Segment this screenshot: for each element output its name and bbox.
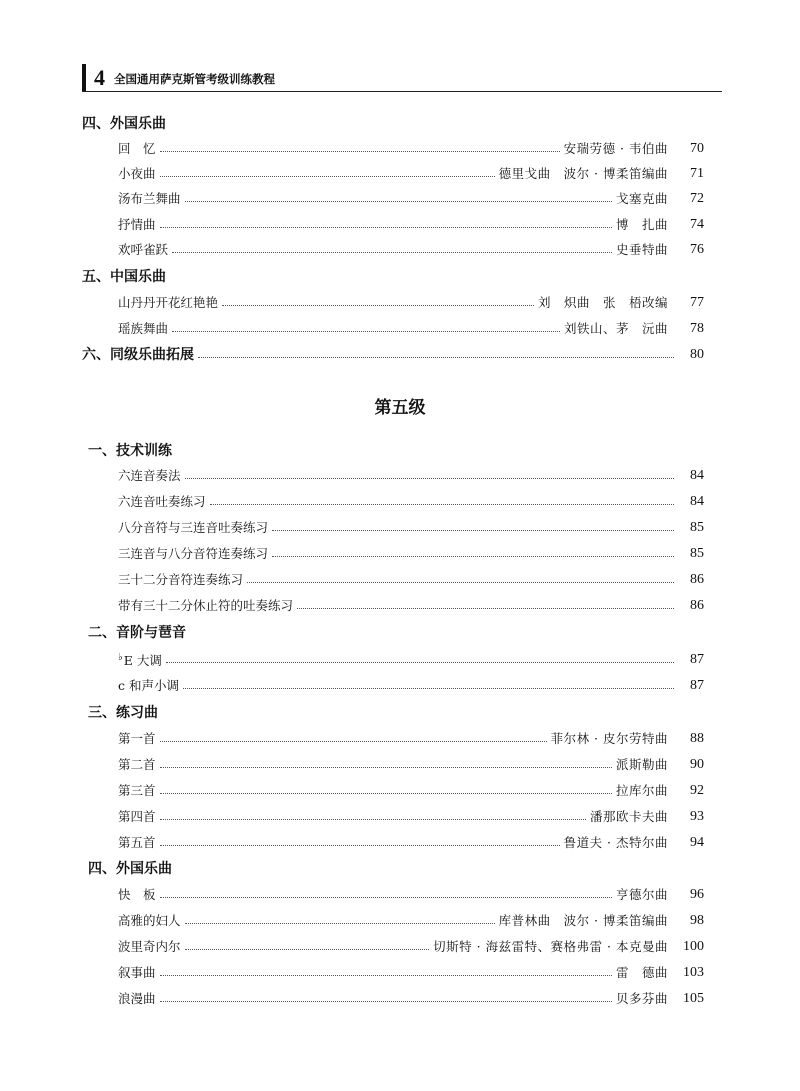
toc-entry[interactable] bbox=[118, 781, 704, 801]
entry-page: 96 bbox=[690, 887, 704, 902]
entry-title: 汤布兰舞曲 bbox=[118, 191, 181, 206]
toc-entry[interactable] bbox=[118, 215, 704, 235]
toc-entry[interactable] bbox=[118, 492, 704, 512]
header-bar bbox=[82, 64, 86, 92]
entry-title: 三连音与八分音符连奏练习 bbox=[118, 546, 269, 561]
section-title: 三、练习曲 bbox=[88, 705, 158, 721]
section-title: 六、同级乐曲拓展 bbox=[82, 347, 194, 363]
entry-page: 100 bbox=[683, 939, 704, 954]
entry-composer: 戈塞克曲 bbox=[615, 191, 668, 206]
toc-entry[interactable] bbox=[118, 650, 704, 670]
flat-sign: ♭ bbox=[118, 652, 123, 664]
entry-page: 71 bbox=[690, 166, 704, 181]
entry-page: 80 bbox=[690, 347, 704, 362]
entry-composer: 拉库尔曲 bbox=[615, 783, 668, 798]
section-title: 四、外国乐曲 bbox=[88, 861, 172, 877]
leader-dots bbox=[160, 741, 547, 742]
running-header bbox=[82, 64, 722, 92]
entry-title: 浪漫曲 bbox=[118, 991, 156, 1006]
section-title: 四、外国乐曲 bbox=[82, 116, 166, 132]
entry-title: 抒情曲 bbox=[118, 217, 156, 232]
entry-page: 87 bbox=[690, 678, 704, 693]
toc-entry[interactable] bbox=[118, 989, 704, 1009]
toc-entry[interactable] bbox=[118, 139, 704, 159]
toc-entry[interactable] bbox=[118, 963, 704, 983]
header-page-number: 4 bbox=[94, 65, 105, 90]
level-title: 第五级 bbox=[374, 398, 426, 418]
entry-page: 78 bbox=[690, 321, 704, 336]
leader-dots bbox=[160, 227, 612, 228]
leader-dots bbox=[272, 556, 674, 557]
toc-entry[interactable] bbox=[118, 240, 704, 260]
entry-title: 叙事曲 bbox=[118, 965, 156, 980]
leader-dots bbox=[185, 923, 495, 924]
leader-dots bbox=[185, 201, 612, 202]
entry-composer: 鲁道夫 · 杰特尔曲 bbox=[563, 835, 668, 850]
leader-dots bbox=[160, 1001, 612, 1002]
entry-composer: 贝多芬曲 bbox=[615, 991, 668, 1006]
toc-entry[interactable] bbox=[118, 466, 704, 486]
section-title: 二、音阶与琶音 bbox=[88, 625, 186, 641]
entry-composer: 刘铁山、茅 沅曲 bbox=[563, 321, 668, 336]
entry-page: 98 bbox=[690, 913, 704, 928]
leader-dots bbox=[198, 357, 674, 358]
header-rule bbox=[82, 91, 722, 92]
entry-page: 86 bbox=[690, 572, 704, 587]
toc-entry[interactable] bbox=[118, 293, 704, 313]
toc-entry[interactable] bbox=[118, 911, 704, 931]
entry-title: 六连音奏法 bbox=[118, 468, 181, 483]
entry-page: 90 bbox=[690, 757, 704, 772]
leader-dots bbox=[160, 819, 586, 820]
section-title: 一、技术训练 bbox=[88, 443, 172, 459]
entry-composer: 潘那欧卡夫曲 bbox=[589, 809, 668, 824]
entry-composer: 德里戈曲 波尔 · 博柔笛编曲 bbox=[498, 166, 668, 181]
leader-dots bbox=[247, 582, 674, 583]
entry-page: 85 bbox=[690, 546, 704, 561]
entry-page: 85 bbox=[690, 520, 704, 535]
toc-entry[interactable] bbox=[118, 755, 704, 775]
toc-entry[interactable] bbox=[118, 544, 704, 564]
entry-page: 94 bbox=[690, 835, 704, 850]
leader-dots bbox=[210, 504, 674, 505]
entry-page: 87 bbox=[690, 652, 704, 667]
entry-page: 84 bbox=[690, 494, 704, 509]
leader-dots bbox=[272, 530, 674, 531]
entry-page: 76 bbox=[690, 242, 704, 257]
entry-title: 第一首 bbox=[118, 731, 156, 746]
toc-entry[interactable] bbox=[118, 937, 704, 957]
entry-page: 93 bbox=[690, 809, 704, 824]
toc-section-entry[interactable] bbox=[82, 345, 704, 365]
leader-dots bbox=[160, 793, 612, 794]
leader-dots bbox=[160, 845, 560, 846]
entry-page: 105 bbox=[683, 991, 704, 1006]
toc-entry[interactable] bbox=[118, 807, 704, 827]
entry-page: 70 bbox=[690, 141, 704, 156]
entry-title: 八分音符与三连音吐奏练习 bbox=[118, 520, 269, 535]
toc-entry[interactable] bbox=[118, 319, 704, 339]
entry-page: 86 bbox=[690, 598, 704, 613]
entry-title bbox=[118, 648, 162, 671]
entry-composer: 雷 德曲 bbox=[615, 965, 668, 980]
toc-entry[interactable] bbox=[118, 729, 704, 749]
leader-dots bbox=[185, 949, 430, 950]
entry-title: 快 板 bbox=[118, 887, 156, 902]
toc-entry[interactable] bbox=[118, 164, 704, 184]
toc-entry[interactable] bbox=[118, 596, 704, 616]
leader-dots bbox=[185, 478, 674, 479]
entry-title: 第五首 bbox=[118, 835, 156, 850]
leader-dots bbox=[297, 608, 674, 609]
entry-composer: 刘 炽曲 张 梧改编 bbox=[537, 295, 668, 310]
entry-title: 瑶族舞曲 bbox=[118, 321, 169, 336]
leader-dots bbox=[160, 151, 560, 152]
leader-dots bbox=[160, 176, 495, 177]
section-title: 五、中国乐曲 bbox=[82, 269, 166, 285]
entry-page: 74 bbox=[690, 217, 704, 232]
entry-title: 波里奇内尔 bbox=[118, 939, 181, 954]
entry-title: 第二首 bbox=[118, 757, 156, 772]
entry-composer: 史垂特曲 bbox=[615, 242, 668, 257]
entry-title: 高雅的妇人 bbox=[118, 913, 181, 928]
entry-title-text: E 大调 bbox=[123, 653, 162, 669]
entry-page: 88 bbox=[690, 731, 704, 746]
entry-composer: 亨德尔曲 bbox=[615, 887, 668, 902]
entry-composer: 安瑞劳德 · 韦伯曲 bbox=[563, 141, 668, 156]
entry-title: 带有三十二分休止符的吐奏练习 bbox=[118, 598, 294, 613]
toc-entry[interactable] bbox=[118, 518, 704, 538]
toc-entry[interactable] bbox=[118, 833, 704, 853]
leader-dots bbox=[172, 331, 560, 332]
leader-dots bbox=[160, 767, 612, 768]
entry-composer: 菲尔林 · 皮尔劳特曲 bbox=[550, 731, 668, 746]
entry-title: 三十二分音符连奏练习 bbox=[118, 572, 244, 587]
entry-title: 第三首 bbox=[118, 783, 156, 798]
entry-page: 92 bbox=[690, 783, 704, 798]
entry-title: 小夜曲 bbox=[118, 166, 156, 181]
entry-title: 欢呼雀跃 bbox=[118, 242, 169, 257]
toc-entry[interactable] bbox=[118, 676, 704, 696]
leader-dots bbox=[160, 975, 612, 976]
header-book-title: 全国通用萨克斯管考级训练教程 bbox=[114, 72, 275, 86]
entry-page: 84 bbox=[690, 468, 704, 483]
leader-dots bbox=[166, 662, 674, 663]
toc-entry[interactable] bbox=[118, 570, 704, 590]
entry-composer: 切斯特 · 海兹雷特、赛格弗雷 · 本克曼曲 bbox=[433, 939, 668, 954]
entry-composer: 派斯勒曲 bbox=[615, 757, 668, 772]
toc-entry[interactable] bbox=[118, 189, 704, 209]
entry-page: 72 bbox=[690, 191, 704, 206]
entry-title: 回 忆 bbox=[118, 141, 156, 156]
entry-title: c 和声小调 bbox=[118, 678, 179, 693]
leader-dots bbox=[183, 688, 674, 689]
leader-dots bbox=[160, 897, 612, 898]
entry-page: 103 bbox=[683, 965, 704, 980]
entry-page: 77 bbox=[690, 295, 704, 310]
entry-title: 第四首 bbox=[118, 809, 156, 824]
leader-dots bbox=[222, 305, 534, 306]
entry-title: 山丹丹开花红艳艳 bbox=[118, 295, 219, 310]
toc-entry[interactable] bbox=[118, 885, 704, 905]
entry-composer: 博 扎曲 bbox=[615, 217, 668, 232]
entry-composer: 库普林曲 波尔 · 博柔笛编曲 bbox=[498, 913, 668, 928]
entry-title: 六连音吐奏练习 bbox=[118, 494, 206, 509]
leader-dots bbox=[172, 252, 612, 253]
